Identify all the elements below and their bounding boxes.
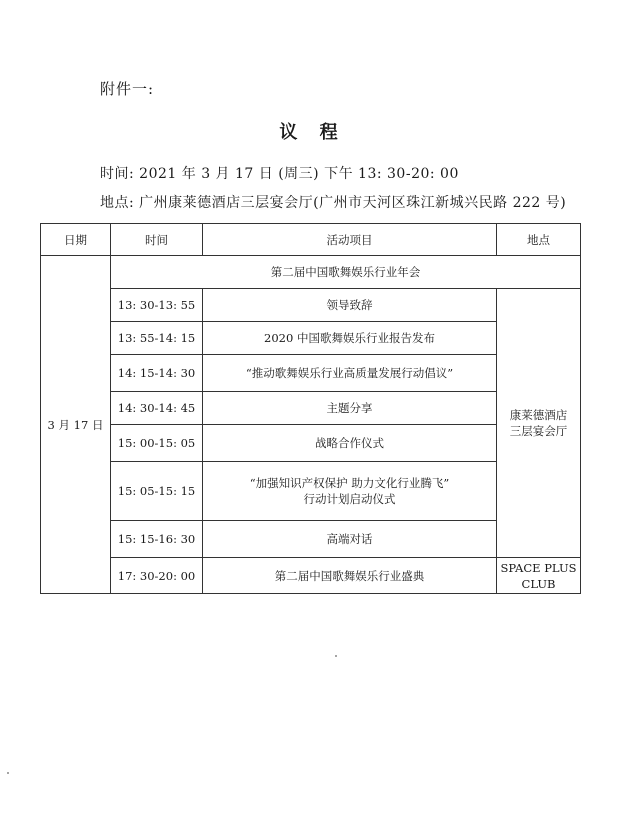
row-activity: [203, 462, 497, 521]
activity-line: 行动计划启动仪式: [303, 492, 396, 506]
row-activity: 领导致辞: [203, 289, 497, 322]
row-time: 15: 05-15: 15: [111, 462, 203, 521]
row-time: 14: 30-14: 45: [111, 392, 203, 425]
activity-line: “加强知识产权保护 助力文化行业腾飞”: [249, 476, 450, 490]
section-title: 第二届中国歌舞娱乐行业年会: [111, 256, 581, 289]
row-activity: 战略合作仪式: [203, 425, 497, 462]
scan-speck: [7, 772, 9, 774]
scan-speck: [335, 655, 337, 657]
row-time: 15: 15-16: 30: [111, 521, 203, 558]
row-time: 13: 30-13: 55: [111, 289, 203, 322]
table-row: [41, 289, 581, 322]
row-activity: “推动歌舞娱乐行业高质量发展行动倡议”: [203, 355, 497, 392]
attachment-label: 附件一:: [100, 80, 155, 98]
location-line: 三层宴会厅: [509, 424, 568, 438]
location-line: 康莱德酒店: [509, 408, 568, 422]
agenda-table: [40, 223, 581, 594]
row-time: 14: 15-14: 30: [111, 355, 203, 392]
header-time: 时间: [111, 224, 203, 256]
event-place: 地点: 广州康莱德酒店三层宴会厅(广州市天河区珠江新城兴民路 222 号): [100, 195, 567, 211]
row-time: 15: 00-15: 05: [111, 425, 203, 462]
row-activity: 高端对话: [203, 521, 497, 558]
header-date: 日期: [41, 224, 111, 256]
header-location: 地点: [497, 224, 581, 256]
event-time: 时间: 2021 年 3 月 17 日 (周三) 下午 13: 30-20: 00: [100, 166, 459, 182]
date-cell: 3 月 17 日: [41, 256, 111, 594]
location-line: CLUB: [521, 576, 556, 591]
row-time: 13: 55-14: 15: [111, 322, 203, 355]
row-activity: 主题分享: [203, 392, 497, 425]
row-activity: 2020 中国歌舞娱乐行业报告发布: [203, 322, 497, 355]
table-row: [41, 558, 581, 594]
page-title: 议 程: [279, 122, 346, 143]
header-activity: 活动项目: [203, 224, 497, 256]
table-header-row: [41, 224, 581, 256]
row-time: 17: 30-20: 00: [111, 558, 203, 594]
section-row: [41, 256, 581, 289]
location-cell: [497, 558, 581, 594]
location-cell: [497, 289, 581, 558]
row-activity: 第二届中国歌舞娱乐行业盛典: [203, 558, 497, 594]
location-line: SPACE PLUS: [500, 560, 577, 575]
